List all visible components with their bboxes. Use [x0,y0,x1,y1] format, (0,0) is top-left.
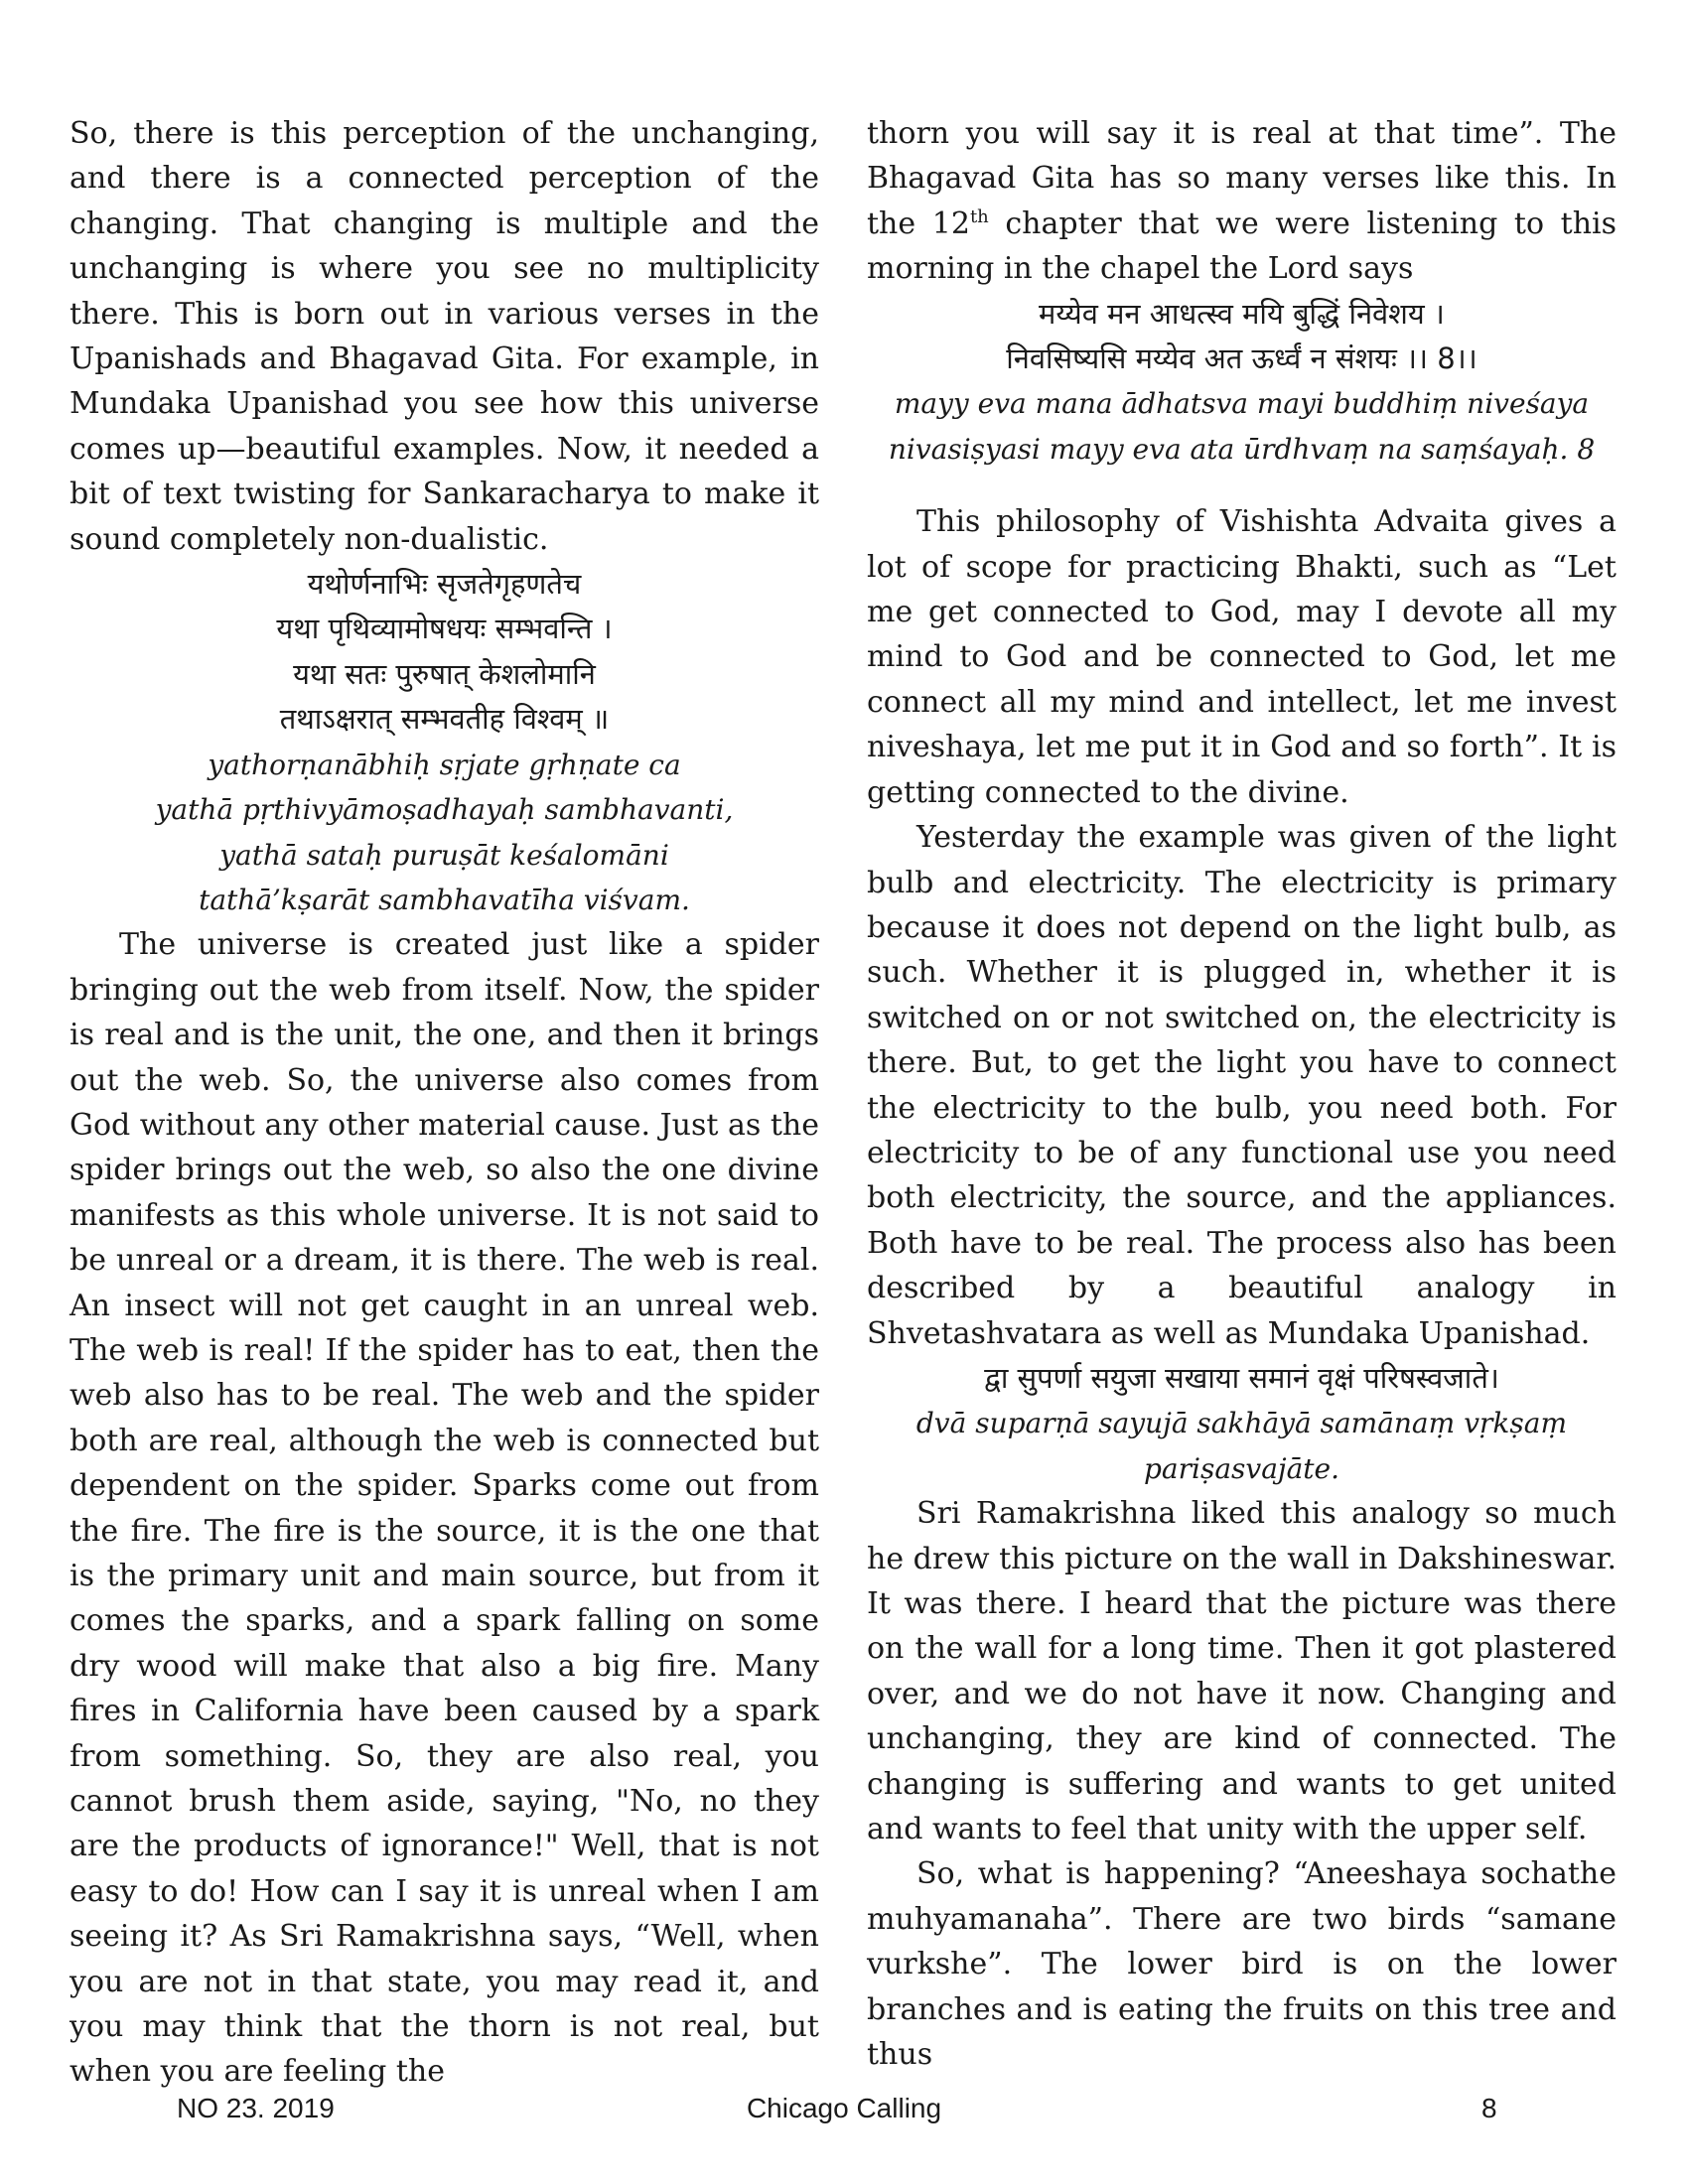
paragraph: The universe is created just like a spider bringing out the web from itself. Now, the spider is real and is the unit, the one, and then it brings out the web. So, the universe also comes from God without any other material cause. Just as the spider brings out the web, so also the one divine manifests as this whole universe. It is not said to be unreal or a dream, it is there. The web is real. An insect will not get caught in an unreal web. The web is real! If the spider has to eat, then the web also has to be real. The web and the spider both are real, although the web is connected but dependent on the spider. Sparks come out from the fire. The fire is the source, it is the one that is the primary unit and main source, but from it comes the sparks, and a spark falling on some dry wood will make that also a big fire. Many fires in California have been caused by a spark from something. So, they are also real, you cannot brush them aside, saying, "No, no they are the products of ignorance!" Well, that is not easy to do! How can I say it is unreal when I am seeing it? As Sri Ramakrishna says, “Well, when you are not in that state, you may read it, and you may think that the thorn is not real, but when you are feeling the [70,927,819,2090]
transliteration-line: yathorṇanābhiḥ sṛjate gṛhṇate ca [208,748,681,781]
transliteration-line: pariṣasvajāte. [1144,1451,1339,1485]
chapter-number: 12 [931,205,970,241]
sanskrit-verse-line: द्वा सुपर्णा सयुजा सखाया समानं वृक्षं परिषस्वजाते। [984,1360,1499,1395]
transliteration-line: dvā suparṇā sayujā sakhāyā samānaṃ vṛkṣaṃ [915,1407,1568,1440]
paragraph-text: chapter that we were listening to this morning in the chapel the Lord says [867,205,1617,287]
spacer [867,472,1617,499]
paragraph: Yesterday the example was given of the light bulb and electricity. The electricity is primary because it does not depend on the light bulb, as such. Whether it is plugged in, whether it is switched on or not switched on, the electricity is there. But, to get the light you have to connect the electricity to the bulb, you need both. For electricity to be of any functional use you need both electricity, the source, and the appliances. Both have to be real. The process also has been described by a beautiful analogy in Shvetashvatara as well as Mundaka Upanishad. [867,820,1617,1351]
sanskrit-verse-line: निवसिष्यसि मय्येव अत ऊर्ध्वं न संशयः ।। 8।। [1006,341,1477,376]
page-footer [0,2093,1688,2132]
sanskrit-verse-line: मय्येव मन आधत्स्व मयि बुद्धिं निवेशय । [1039,296,1445,331]
sanskrit-verse-line: तथाऽक्षरात् सम्भवतीह विश्वम् ॥ [279,702,610,737]
left-column [70,111,819,2095]
transliteration-line: nivasiṣyasi mayy eva ata ūrdhvaṃ na saṃśayaḥ. 8 [888,432,1596,466]
paragraph: So, there is this perception of the unchanging, and there is a connected perception of the changing. That changing is multiple and the unchanging is where you see no multiplicity there. This is born out in various verses in the Upanishads and Bhagavad Gita. For example, in Mundaka Upanishad you see how this universe comes up—beautiful examples. Now, it needed a bit of text twisting for Sankaracharya to make it sound completely non-dualistic. [70,116,819,557]
transliteration-line: tathā’kṣarāt sambhavatīha viśvam. [199,883,690,916]
ordinal-suffix: th [969,205,989,227]
transliteration-line: yathā sataḥ puruṣāt keśalomāni [219,838,669,872]
sanskrit-verse-line: यथा सतः पुरुषात् केशलोमानि [293,656,596,691]
page-number: 8 [1481,2093,1497,2123]
paragraph: So, what is happening? “Aneeshaya sochathe muhyamanaha”. There are two birds “samane vurkshe”. The lower bird is on the lower branches and is eating the fruits on this tree and thus [867,1856,1617,2073]
right-column [867,111,1617,2077]
paragraph: This philosophy of Vishishta Advaita gives a lot of scope for practicing Bhakti, such as “Let me get connected to God, may I devote all my mind to God and be connected to God, let me connect all my mind and intellect, let me invest niveshaya, let me put it in God and so forth”. It is getting connected to the divine. [867,504,1617,810]
paragraph [867,111,1617,292]
publication-title: Chicago Calling [746,2093,942,2123]
sanskrit-verse-line: यथोर्णनाभिः सृजतेगृहणतेच [307,567,582,602]
sanskrit-verse-line: यथा पृथिव्यामोषधयः सम्भवन्ति । [276,612,613,646]
transliteration-line: yathā pṛthivyāmoṣadhayaḥ sambhavanti, [155,793,734,827]
transliteration-line: mayy eva mana ādhatsva mayi buddhiṃ niveśaya [894,387,1590,421]
paragraph: Sri Ramakrishna liked this analogy so much he drew this picture on the wall in Dakshineswar. It was there. I heard that the picture was there on the wall for a long time. Then it got plastered over, and we do not have it now. Changing and unchanging, they are kind of connected. The changing is suffering and wants to get united and wants to feel that unity with the upper self. [867,1496,1618,1847]
paragraph-text: thorn you will say it is real at that time”. The Bhagavad Gita has so many verses like this. In the [867,116,1617,241]
issue-label: NO 23. 2019 [177,2093,335,2123]
